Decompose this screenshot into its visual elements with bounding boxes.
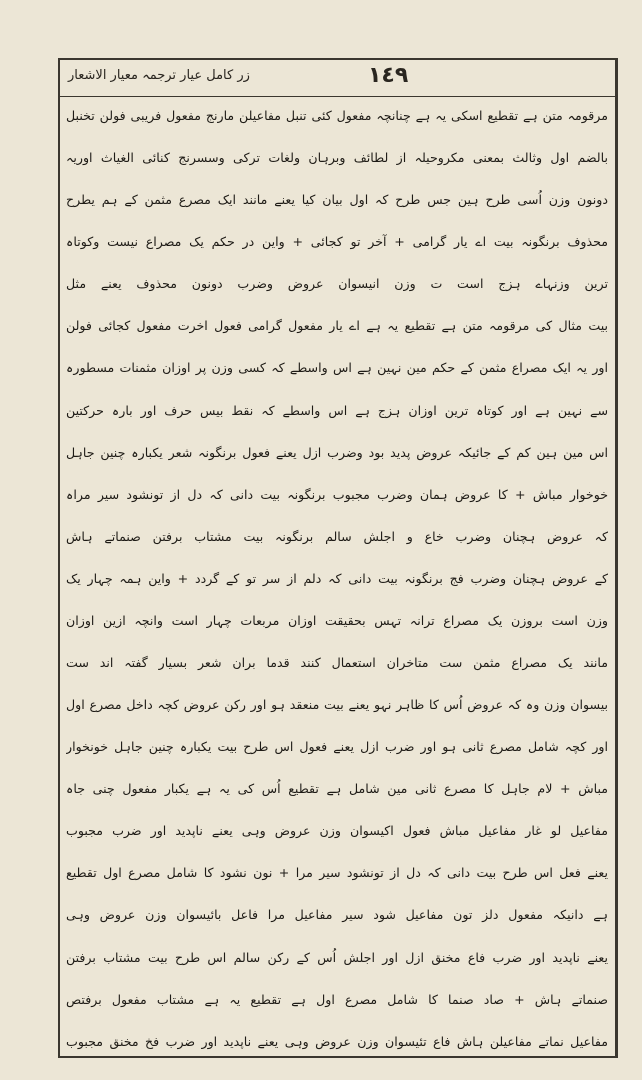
running-title: زر کامل عیار ترجمہ معیار الاشعار	[68, 68, 250, 83]
text-line: اور کچہ شامل مصرع ثانی ہو اور ضرب ازل یعنے فعول اس طرح بیت یکبارہ چنین جاہل خونخوار	[66, 739, 608, 755]
body-text	[66, 106, 608, 1052]
text-line: بالضم اول وثالث بمعنی مکروحیلہ از لطائف وبرہان ولغات ترکی وسسرنج کنائی الغیاث اوریہ	[66, 150, 608, 166]
text-line: مباش + لام جاہل کا مصرع ثانی مین شامل ہے تقطیع اُس کی یہ ہے یکبار مفعول چنی جاہ	[66, 781, 608, 797]
text-line: یعنے فعل اس طرح بیت دانی کہ دل از تونشود سیر مرا + نون نشود کا شامل مصرع اول تقطیع	[66, 865, 608, 881]
text-line: مفاعیل لو غار مفاعیل مباش فعول اکیسوان وزن عروض وہی یعنے ناپدید اور ضرب مجبوب	[66, 823, 608, 839]
text-line: بیت مثال کی مرقومہ متن ہے تقطیع یہ ہے اے یار مفعول گرامی فعول اخرت مفعول کجائی فولن	[66, 318, 608, 334]
text-line: اور یہ ایک مصراع مثمن کے حکم مین نہین ہے اس واسطے کہ کسی وزن پر اوزان مثمنات مسطورہ	[66, 360, 608, 376]
page-number: ١٤٩	[368, 63, 409, 88]
text-line: اس مین ہین کم کے جائیکہ عروض پدید بود وضرب ازل یعنے فعول برنگونہ شعر یکبارہ چنین جاہل	[66, 444, 608, 460]
text-line: دونون وزن اُسی طرح ہین جس طرح کہ اول بیان کیا یعنے مانند ایک مصرع مثمن کے ہم یطرح	[66, 192, 608, 208]
text-line: یعنے ناپدید اور ضرب فاع مخنق ازل اور اجلش اُس کے رکن سالم اس طرح بیت مشتاب برفتن	[66, 949, 608, 965]
text-line: مرقومہ متن ہے تقطیع اسکی یہ ہے چنانچہ مفعول کئی تنبل مفاعیلن مارنج مفعول فریبی فولن تخنبل	[66, 108, 608, 123]
text-line: سے نہین ہے اور کوتاہ ترین اوزان ہزج ہے اس واسطے کہ نقط بیس حرف اور بارہ حرکتین	[66, 402, 608, 418]
text-line: کہ عروض ہچنان وضرب خاع و اجلش سالم برنگونہ بیت مشتاب برفتن صنماتے ہاش	[66, 528, 608, 544]
page-header	[58, 60, 616, 97]
text-line: کے عروض ہچنان وضرب فج برنگونہ بیت دانی کہ دلم از سر تو کے گردد + واین ہمہ چہار یک	[66, 570, 608, 586]
text-line: ہے دانیکہ مفعول دلز تون مفاعیل شود سیر مفاعیل مرا فاعل بائیسوان وزن عروض وہی	[66, 907, 608, 923]
text-line: صنماتے ہاش + صاد صنما کا شامل مصرع اول ہے تقطیع یہ ہے مشتاب مفعول برفتص	[66, 991, 608, 1007]
text-line: بیسوان وزن وہ کہ عروض اُس کا ظاہر نہو یعنے بیت منعقد ہو اور رکن عروض کچہ داخل مصرع اول	[66, 697, 608, 713]
text-line: محذوف برنگونہ بیت اے یار گرامی + آخر تو کجائی + واین در حکم یک مصراع نیست وکوتاہ	[66, 234, 608, 250]
text-line: خوخوار مباش + کا عروض ہمان وضرب مجبوب برنگونہ بیت دانی کہ دل از تونشود سیر مراہ	[66, 486, 608, 502]
text-line: وزن است بروزن یک مصراع ترانہ تہس بحقیقت اوزان مربعات چہار است وانچہ ازین اوزان	[66, 612, 608, 628]
text-line: مانند یک مصراع مثمن ست متاخران استعمال کنند قدما بران شعر بسیار گفتہ اند ست	[66, 655, 608, 671]
text-line: مفاعیل نماتے مفاعیلن ہاش فاع تئیسوان وزن عروض وہی یعنے ناپدید اور ضرب فخ مخنق مجبوب	[66, 1033, 608, 1049]
text-line: ترین وزنہاے ہزج است ت وزن انیسوان عروض وضرب دونون محذوف یعنے مثل	[66, 276, 608, 292]
